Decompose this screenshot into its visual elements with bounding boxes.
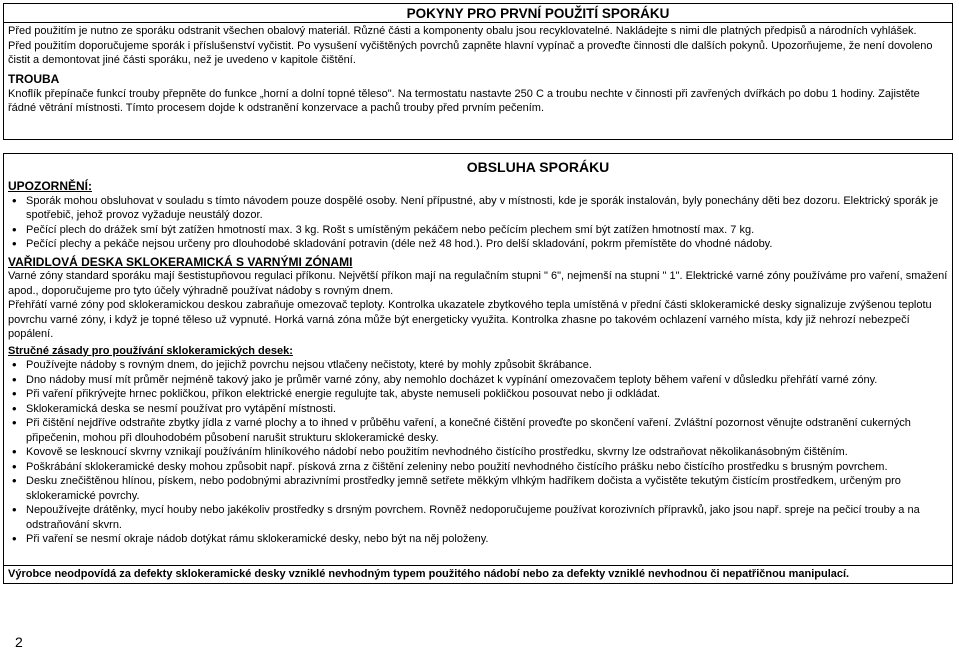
rule-item: • Sklokeramická deska se nesmí používat pro vytápění místnosti. <box>8 402 948 417</box>
operation-content <box>4 179 952 547</box>
rule-item: • Při vaření se nesmí okraje nádob dotýkat rámu sklokeramické desky, nebo být na něj položeny. <box>8 532 948 547</box>
cleaning-paragraph: Před použitím doporučujeme sporák i příslušenství vyčistit. Po vysušení vyčištěných povrchů zapněte hlavní vypínač a proveďte činnosti dle dalších pokynů. Upozorňujeme, že není dovoleno čistit a demontovat jiné části sporáku, než je uvedeno v kapitole čištění. <box>8 39 933 66</box>
liability-disclaimer: Výrobce neodpovídá za defekty sklokeramické desky vzniklé nevhodným typem použitého nádobí nebo za defekty vzniklé nevhodnou či nepatřičnou manipulací. <box>4 565 952 584</box>
first-use-title: POKYNY PRO PRVNÍ POUŽITÍ SPORÁKU <box>4 4 952 23</box>
oven-paragraph: Knoflík přepínače funkcí trouby přepněte do funkce „horní a dolní topné těleso". Na termostatu nastavte 250 C a troubu nechte v činnosti při zavřených dvířkách po dobu 1 hodiny. Zajistěte řádné větrání místnosti. Tímto procesem dojde k odstranění konzervace a pachů trouby před prvním pečením. <box>8 87 920 114</box>
operation-title: OBSLUHA SPORÁKU <box>466 159 610 175</box>
ceramic-hob-paragraph-2: Přehřátí varné zóny pod sklokeramickou deskou zabraňuje omezovač teploty. Kontrolka ukazatele zbytkového tepla umístěná v přední části sklokeramické desky signalizuje zvýšenou teplotu povrchu varné zóny, i když je topné těleso už vypnuté. Horká varná zóna může být energeticky využita. Kontrolka zhasne po takovém ochlazení varného místa, kdy již nehrozí nebezpečí popálení. <box>8 299 932 340</box>
first-use-content <box>4 23 952 116</box>
rule-item: • Nepoužívejte drátěnky, mycí houby nebo jakékoliv prostředky s drsným povrchem. Rovněž nedoporučujeme používat korozivních přípravků, jako jsou např. spreje na pečicí trouby a na odstraňování skvrn. <box>8 503 948 532</box>
rules-list <box>8 358 948 547</box>
warning-heading: UPOZORNĚNÍ: <box>8 179 92 193</box>
rule-item: • Kovově se lesknoucí skvrny vznikají používáním hliníkového nádobí nebo použitím nevhodného čistícího prostředku, skvrny lze odstraňovat několikanásobným čištěním. <box>8 445 948 460</box>
ceramic-hob-paragraph-1: Varné zóny standard sporáku mají šestistupňovou regulaci příkonu. Největší příkon mají na regulačním stupni " 6", nejmenší na stupni " 1". Elektrické varné zóny používáme pro vaření, smažení apod., doporučujeme pro tyto účely výhradně používat nádoby s rovným dnem. <box>8 270 948 297</box>
warning-item: • Pečící plech do drážek smí být zatížen hmotností max. 3 kg. Rošt s umístěným pekáčem nebo pečícím plechem smí být zatížen hmotností max. 7 kg. <box>8 223 948 238</box>
operation-section <box>3 153 953 584</box>
rule-item: • Poškrábání sklokeramické desky mohou způsobit např. písková zrna z čištění zeleniny nebo použití nevhodného čistícího prášku nebo čistícího prostředku s brusným povrchem. <box>8 460 948 475</box>
rule-item: • Používejte nádoby s rovným dnem, do jejichž povrchu nejsou vtlačeny nečistoty, které by mohly způsobit škrábance. <box>8 358 948 373</box>
rules-heading: Stručné zásady pro používání sklokeramických desek: <box>8 344 293 357</box>
warning-list <box>8 194 948 252</box>
rule-item: • Při čištění nejdříve odstraňte zbytky jídla z varné plochy a to ihned v průběhu vaření, a konečné čištění proveďte po skončení vaření. Zvláštní pozornost věnujte odstranění cukerných připečenin, mohou při dlouhodobém působení narušit strukturu sklokeramické desky. <box>8 416 948 445</box>
oven-heading: TROUBA <box>8 71 60 86</box>
rule-item: • Desku znečištěnou hlínou, pískem, nebo podobnými abrazivními prostředky jemně setřete měkkým vlhkým hadříkem dočista a vyčistěte tekutým čistícím prostředkem, určeným pro sklokeramické povrchy. <box>8 474 948 503</box>
first-use-section <box>3 3 953 140</box>
page-number: 2 <box>15 634 23 650</box>
warning-item: • Sporák mohou obsluhovat v souladu s tímto návodem pouze dospělé osoby. Není přípustné, aby v místnosti, kde je sporák instalován, byly ponechány děti bez dozoru. Elektrický sporák je spotřebič, jehož provoz vyžaduje neustálý dozor. <box>8 194 948 223</box>
packaging-paragraph: Před použitím je nutno ze sporáku odstranit všechen obalový materiál. Různé části a komponenty obalu jsou recyklovatelné. Nakládejte s nimi dle platných předpisů a národních vyhlášek. <box>8 25 917 37</box>
rule-item: • Při vaření přikrývejte hrnec pokličkou, příkon elektrické energie regulujte tak, abyste nemuseli pokličkou posouvat nebo ji odkládat. <box>8 387 948 402</box>
rule-item: • Dno nádoby musí mít průměr nejméně takový jako je průměr varné zóny, aby nemohlo docházet k vypínání omezovačem teploty během vaření v důsledku přehřátí varné zóny. <box>8 373 948 388</box>
ceramic-hob-heading: VAŘIDLOVÁ DESKA SKLOKERAMICKÁ S VARNÝMI ZÓNAMI <box>8 254 353 269</box>
warning-item: • Pečící plechy a pekáče nejsou určeny pro dlouhodobé skladování potravin (déle než 48 hod.). Pro delší skladování, pokrm přemístěte do vhodné nádoby. <box>8 237 948 252</box>
